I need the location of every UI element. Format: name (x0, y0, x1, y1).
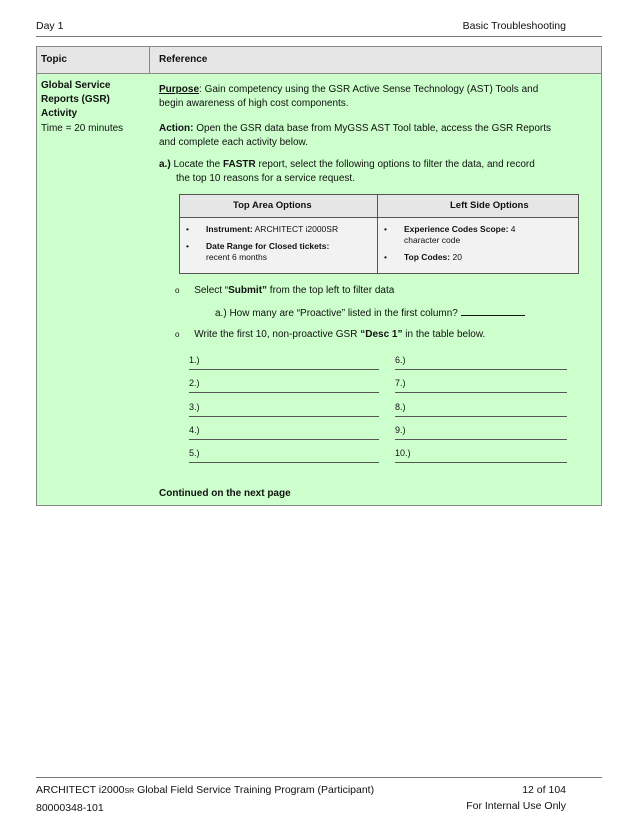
continued-note: Continued on the next page (159, 488, 291, 499)
answer-blank[interactable] (461, 306, 525, 316)
left-side-header: Left Side Options (450, 200, 529, 211)
top-codes-value: 20 (450, 252, 462, 262)
answer-line-6[interactable]: 6.) (395, 355, 567, 370)
step-a-label: a.) (159, 159, 171, 170)
select-bold: Submit” (228, 285, 268, 296)
footer-program: Global Field Service Training Program (Participant) (134, 784, 375, 796)
answer-line-5[interactable]: 5.) (189, 448, 379, 463)
select-text-2: from the top left to filter data (267, 285, 395, 296)
date-range-value: recent 6 months (206, 252, 267, 262)
answer-line-4[interactable]: 4.) (189, 425, 379, 440)
page-number: 12 of 104 (522, 784, 566, 796)
purpose-text-2: begin awareness of high cost components. (159, 98, 349, 109)
options-header (180, 195, 578, 218)
topic-line-2: Reports (GSR) (41, 94, 110, 105)
proactive-question (215, 306, 525, 319)
bullet-icon: • (186, 224, 189, 234)
footer-classification: For Internal Use Only (466, 800, 566, 812)
action-paragraph (159, 122, 584, 150)
select-instruction (175, 285, 394, 296)
answer-line-9[interactable]: 9.) (395, 425, 567, 440)
bullet-icon: • (384, 224, 387, 234)
instrument-value: ARCHITECT i2000SR (252, 224, 339, 234)
scope-value: 4 (508, 224, 516, 234)
action-label: Action: (159, 123, 194, 134)
options-divider (377, 195, 378, 273)
write-text-2: in the table below. (402, 329, 486, 340)
step-a-text-2: report, select the following options to filter the data, and record (255, 159, 535, 170)
write-instruction (175, 329, 485, 340)
action-text-2: and complete each activity below. (159, 137, 308, 148)
footer-product: ARCHITECT i2000 (36, 784, 125, 796)
page-header (36, 20, 602, 37)
purpose-paragraph (159, 83, 584, 111)
purpose-label: Purpose (159, 84, 200, 95)
purpose-text-1: : Gain competency using the GSR Active Sense Technology (AST) Tools and (199, 84, 539, 95)
footer-doc-number: 80000348-101 (36, 802, 104, 814)
topic-line-1: Global Service (41, 80, 111, 91)
scope-label: Experience Codes Scope: (404, 224, 509, 234)
step-a-text-1: Locate the (170, 159, 223, 170)
footer-right (466, 782, 566, 814)
col-reference: Reference (159, 54, 208, 65)
page-footer (36, 777, 602, 814)
action-text-1: Open the GSR data base from MyGSS AST Tool table, access the GSR Reports (193, 123, 552, 134)
question-text: a.) How many are “Proactive” listed in the first column? (215, 308, 461, 319)
bullet-icon: • (186, 241, 189, 251)
circle-bullet-icon: o (175, 286, 180, 295)
answer-line-3[interactable]: 3.) (189, 402, 379, 417)
scope-value-2: character code (404, 235, 461, 245)
step-a (159, 158, 584, 186)
date-range-label: Date Range for Closed tickets: (206, 241, 330, 251)
answer-line-2[interactable]: 2.) (189, 378, 379, 393)
top-area-header: Top Area Options (233, 200, 312, 211)
circle-bullet-icon: o (175, 330, 180, 339)
write-text-1: Write the first 10, non-proactive GSR (194, 329, 361, 340)
answer-line-7[interactable]: 7.) (395, 378, 567, 393)
step-a-bold: FASTR (222, 159, 256, 170)
top-codes-label: Top Codes: (404, 252, 451, 262)
instrument-label: Instrument: (206, 224, 253, 234)
select-text-1: Select “ (194, 285, 229, 296)
write-bold: “Desc 1” (360, 329, 403, 340)
footer-left (36, 782, 374, 816)
table-header (37, 47, 601, 74)
col-topic: Topic (41, 54, 67, 65)
answer-line-10[interactable]: 10.) (395, 448, 567, 463)
topic-time: Time = 20 minutes (41, 123, 124, 134)
options-table (179, 194, 579, 274)
header-day: Day 1 (36, 20, 64, 32)
footer-product-sr: SR (124, 788, 135, 795)
topic-title (41, 79, 110, 121)
activity-table (36, 46, 602, 506)
answer-line-8[interactable]: 8.) (395, 402, 567, 417)
bullet-icon: • (384, 252, 387, 262)
step-a-text-3: the top 10 reasons for a service request. (176, 173, 355, 184)
answer-line-1[interactable]: 1.) (189, 355, 379, 370)
header-section: Basic Troubleshooting (462, 20, 566, 32)
topic-line-3: Activity (41, 108, 78, 119)
